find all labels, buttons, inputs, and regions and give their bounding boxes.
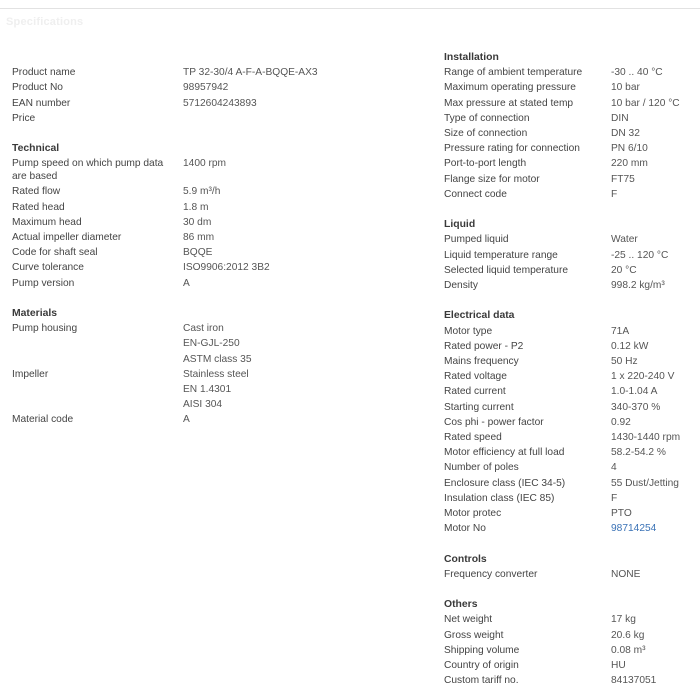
spec-label: Insulation class (IEC 85) xyxy=(444,492,555,504)
spec-values xyxy=(183,200,208,215)
spec-value: Cast iron xyxy=(183,323,224,335)
spec-row-net-weight xyxy=(444,612,696,627)
section-title: Others xyxy=(444,599,478,611)
section-general xyxy=(12,50,430,126)
spec-row-mains-frequency xyxy=(444,354,696,369)
spec-row-flange-size-for-motor xyxy=(444,172,696,187)
spec-row-ean-number xyxy=(12,96,430,111)
spec-label: Pumped liquid xyxy=(444,234,509,246)
spec-row-cos-phi-power-factor xyxy=(444,415,696,430)
spec-row-pump-housing xyxy=(12,321,430,367)
spec-label: Price xyxy=(12,112,36,124)
spec-value: 10 bar xyxy=(611,82,640,94)
spec-value: BQQE xyxy=(183,247,213,259)
spec-row-motor-efficiency-at-full-load xyxy=(444,445,696,460)
section-title: Technical xyxy=(12,143,60,155)
spec-value: Stainless steel xyxy=(183,368,249,380)
spec-value: Water xyxy=(611,234,638,246)
spec-value: 4 xyxy=(611,462,617,474)
spec-values xyxy=(183,65,318,80)
spec-values xyxy=(611,248,668,263)
spec-label: Material code xyxy=(12,414,74,426)
spec-row-pumped-liquid xyxy=(444,232,696,247)
spec-values xyxy=(611,339,648,354)
spec-values xyxy=(183,245,212,260)
spec-row-max-pressure-at-stated-temp xyxy=(444,96,696,111)
spec-row-motor-protec xyxy=(444,506,696,521)
spec-row-maximum-operating-pressure xyxy=(444,80,696,95)
spec-values xyxy=(611,65,663,80)
spec-row-country-of-origin xyxy=(444,658,696,673)
spec-row-rated-head xyxy=(12,200,430,215)
spec-label: Rated current xyxy=(444,386,506,398)
spec-values xyxy=(611,324,629,339)
spec-values xyxy=(183,156,226,184)
spec-row-enclosure-class-iec-34-5 xyxy=(444,476,696,491)
spec-label: Liquid temperature range xyxy=(444,249,558,261)
top-divider xyxy=(0,8,700,9)
spec-value: -25 .. 120 °C xyxy=(611,249,669,261)
spec-label: Impeller xyxy=(12,368,49,380)
spec-label: Pump speed on which pump data are based xyxy=(12,158,164,183)
spec-value: ISO9906:2012 3B2 xyxy=(183,262,270,274)
spec-value: 5712604243893 xyxy=(183,97,257,109)
spec-value: F xyxy=(611,492,618,504)
spec-row-motor-no xyxy=(444,521,696,536)
spec-values xyxy=(611,658,626,673)
spec-values xyxy=(611,476,679,491)
spec-value: A xyxy=(183,414,190,426)
spec-values xyxy=(611,232,638,247)
spec-values xyxy=(611,400,660,415)
spec-value: 1 x 220-240 V xyxy=(611,371,675,383)
section-title: Materials xyxy=(12,307,58,319)
section-title: Controls xyxy=(444,553,487,565)
spec-value: EN 1.4301 xyxy=(183,383,232,395)
spec-row-pump-speed-on-which-pump-data-are-based xyxy=(12,156,430,184)
spec-values xyxy=(611,384,657,399)
spec-row-custom-tariff-no xyxy=(444,673,696,688)
section-electrical xyxy=(444,308,696,536)
spec-values xyxy=(611,415,631,430)
spec-value: 5.9 m³/h xyxy=(183,186,221,198)
spec-value: EN-GJL-250 xyxy=(183,338,240,350)
spec-value: PTO xyxy=(611,508,632,520)
spec-values xyxy=(183,412,190,427)
spec-value: 20.6 kg xyxy=(611,629,645,641)
spec-values xyxy=(611,187,617,202)
spec-label: Motor efficiency at full load xyxy=(444,447,565,459)
spec-label: Cos phi - power factor xyxy=(444,416,544,428)
spec-values xyxy=(183,80,228,95)
spec-row-density xyxy=(444,278,696,293)
spec-row-starting-current xyxy=(444,400,696,415)
section-others xyxy=(444,597,696,688)
spec-value: NONE xyxy=(611,568,641,580)
spec-row-type-of-connection xyxy=(444,111,696,126)
spec-row-selected-liquid-temperature xyxy=(444,263,696,278)
spec-values xyxy=(183,184,220,199)
left-column xyxy=(12,50,430,428)
spec-values xyxy=(611,612,636,627)
spec-label: Actual impeller diameter xyxy=(12,231,122,243)
spec-values xyxy=(611,80,640,95)
spec-value: DIN xyxy=(611,112,629,124)
spec-value: FT75 xyxy=(611,173,635,185)
spec-row-product-no xyxy=(12,80,430,95)
spec-row-insulation-class-iec-85 xyxy=(444,491,696,506)
spec-value: 84137051 xyxy=(611,675,657,687)
spec-label: Motor type xyxy=(444,325,493,337)
spec-value: 17 kg xyxy=(611,614,636,626)
right-column xyxy=(444,50,696,688)
spec-value: ASTM class 35 xyxy=(183,353,252,365)
spec-value: A xyxy=(183,277,190,289)
spec-values xyxy=(611,628,644,643)
spec-values xyxy=(611,460,617,475)
spec-values xyxy=(611,111,629,126)
spec-value: 0.08 m³ xyxy=(611,644,646,656)
spec-value: 98957942 xyxy=(183,82,229,94)
spec-row-curve-tolerance xyxy=(12,260,430,275)
spec-row-rated-voltage xyxy=(444,369,696,384)
spec-value: 20 °C xyxy=(611,264,637,276)
spec-label: Country of origin xyxy=(444,659,519,671)
spec-row-impeller xyxy=(12,367,430,413)
spec-row-pressure-rating-for-connection xyxy=(444,141,696,156)
spec-label: Net weight xyxy=(444,614,493,626)
spec-row-motor-type xyxy=(444,324,696,339)
spec-row-port-to-port-length xyxy=(444,156,696,171)
spec-value: 50 Hz xyxy=(611,355,638,367)
spec-label: Rated flow xyxy=(12,186,61,198)
spec-row-rated-speed xyxy=(444,430,696,445)
spec-row-number-of-poles xyxy=(444,460,696,475)
spec-value: TP 32-30/4 A-F-A-BQQE-AX3 xyxy=(183,67,318,79)
spec-label: Flange size for motor xyxy=(444,173,540,185)
spec-label: Pressure rating for connection xyxy=(444,143,580,155)
spec-label: Maximum operating pressure xyxy=(444,82,576,94)
spec-value: 55 Dust/Jetting xyxy=(611,477,679,489)
spec-values xyxy=(183,96,257,111)
spec-value: 58.2-54.2 % xyxy=(611,447,666,459)
spec-label: Type of connection xyxy=(444,112,530,124)
section-materials xyxy=(12,306,430,428)
spec-value: 998.2 kg/m³ xyxy=(611,280,665,291)
spec-label: Port-to-port length xyxy=(444,158,527,170)
spec-values xyxy=(611,445,666,460)
spec-value: 1.0-1.04 A xyxy=(611,386,658,398)
spec-values xyxy=(611,673,656,688)
section-title: Liquid xyxy=(444,219,476,231)
spec-label: Motor No xyxy=(444,523,486,535)
section-title: Installation xyxy=(444,52,499,63)
spec-row-price xyxy=(12,111,430,126)
spec-label: Rated head xyxy=(12,201,65,213)
spec-value: 10 bar / 120 °C xyxy=(611,97,680,109)
spec-values xyxy=(183,367,249,413)
spec-label: Mains frequency xyxy=(444,355,519,367)
spec-row-range-of-ambient-temperature xyxy=(444,65,696,80)
spec-row-size-of-connection xyxy=(444,126,696,141)
spec-label: Custom tariff no. xyxy=(444,675,519,687)
spec-values xyxy=(611,506,632,521)
spec-value: F xyxy=(611,188,618,200)
spec-label: Number of poles xyxy=(444,462,519,474)
spec-label: Pump version xyxy=(12,277,75,289)
spec-label: Pump housing xyxy=(12,323,78,335)
spec-row-connect-code xyxy=(444,187,696,202)
section-installation xyxy=(444,50,696,202)
spec-row-gross-weight xyxy=(444,628,696,643)
spec-label: Frequency converter xyxy=(444,568,538,580)
spec-row-frequency-converter xyxy=(444,567,696,582)
spec-values xyxy=(611,156,648,171)
spec-row-shipping-volume xyxy=(444,643,696,658)
spec-value: 30 dm xyxy=(183,216,212,228)
spec-values xyxy=(611,126,640,141)
spec-values xyxy=(611,430,680,445)
spec-label: Code for shaft seal xyxy=(12,247,98,259)
spec-row-code-for-shaft-seal xyxy=(12,245,430,260)
spec-value: PN 6/10 xyxy=(611,143,648,155)
spec-values xyxy=(611,369,674,384)
spec-label: Enclosure class (IEC 34-5) xyxy=(444,477,566,489)
spec-values xyxy=(611,643,646,658)
spec-values xyxy=(611,521,656,536)
spec-values xyxy=(611,172,635,187)
spec-label: Density xyxy=(444,280,478,291)
spec-row-maximum-head xyxy=(12,215,430,230)
section-title: Electrical data xyxy=(444,310,515,322)
spec-value: 220 mm xyxy=(611,158,648,170)
spec-label: Gross weight xyxy=(444,629,504,641)
section-controls xyxy=(444,552,696,582)
section-liquid xyxy=(444,217,696,293)
spec-values xyxy=(611,491,617,506)
spec-label: Rated speed xyxy=(444,432,502,443)
spec-row-rated-current xyxy=(444,384,696,399)
spec-value: DN 32 xyxy=(611,128,640,139)
spec-values xyxy=(611,96,680,111)
spec-values xyxy=(611,263,637,278)
spec-value: 1.8 m xyxy=(183,201,209,213)
spec-values xyxy=(611,278,665,293)
spec-row-liquid-temperature-range xyxy=(444,248,696,263)
spec-value: -30 .. 40 °C xyxy=(611,67,663,79)
spec-values xyxy=(611,141,648,156)
spec-label: Shipping volume xyxy=(444,644,520,656)
spec-values xyxy=(183,260,270,275)
spec-label: Selected liquid temperature xyxy=(444,264,569,276)
spec-values xyxy=(183,230,214,245)
spec-label: Motor protec xyxy=(444,508,502,520)
spec-label: Product No xyxy=(12,82,63,94)
spec-label: Product name xyxy=(12,67,76,79)
spec-values xyxy=(183,276,190,291)
spec-value: 340-370 % xyxy=(611,401,661,413)
spec-value: AISI 304 xyxy=(183,399,223,411)
spec-value: HU xyxy=(611,659,626,671)
spec-label: Size of connection xyxy=(444,128,528,139)
spec-row-actual-impeller-diameter xyxy=(12,230,430,245)
spec-label: Rated voltage xyxy=(444,371,507,383)
spec-value: 0.12 kW xyxy=(611,340,649,352)
spec-label: Curve tolerance xyxy=(12,262,84,274)
spec-row-material-code xyxy=(12,412,430,427)
spec-value: 1400 rpm xyxy=(183,158,227,170)
spec-row-product-name xyxy=(12,65,430,80)
section-title xyxy=(12,50,430,65)
spec-label: Rated power - P2 xyxy=(444,340,524,352)
spec-value-link[interactable]: 98714254 xyxy=(611,523,657,535)
spec-row-rated-flow xyxy=(12,184,430,199)
spec-value: 71A xyxy=(611,325,630,337)
spec-values xyxy=(183,215,211,230)
page-title: Specifications xyxy=(6,16,84,28)
spec-value: 1430-1440 rpm xyxy=(611,432,681,443)
spec-value: 0.92 xyxy=(611,416,631,428)
section-technical xyxy=(12,141,430,291)
spec-label: Max pressure at stated temp xyxy=(444,97,574,109)
spec-values xyxy=(611,567,640,582)
spec-label: EAN number xyxy=(12,97,71,109)
spec-value: 86 mm xyxy=(183,231,215,243)
spec-label: Range of ambient temperature xyxy=(444,67,583,79)
spec-values xyxy=(183,321,252,367)
spec-label: Connect code xyxy=(444,188,507,200)
spec-label: Starting current xyxy=(444,401,514,413)
spec-label: Maximum head xyxy=(12,216,82,228)
spec-row-rated-power-p2 xyxy=(444,339,696,354)
spec-values xyxy=(611,354,638,369)
spec-row-pump-version xyxy=(12,276,430,291)
